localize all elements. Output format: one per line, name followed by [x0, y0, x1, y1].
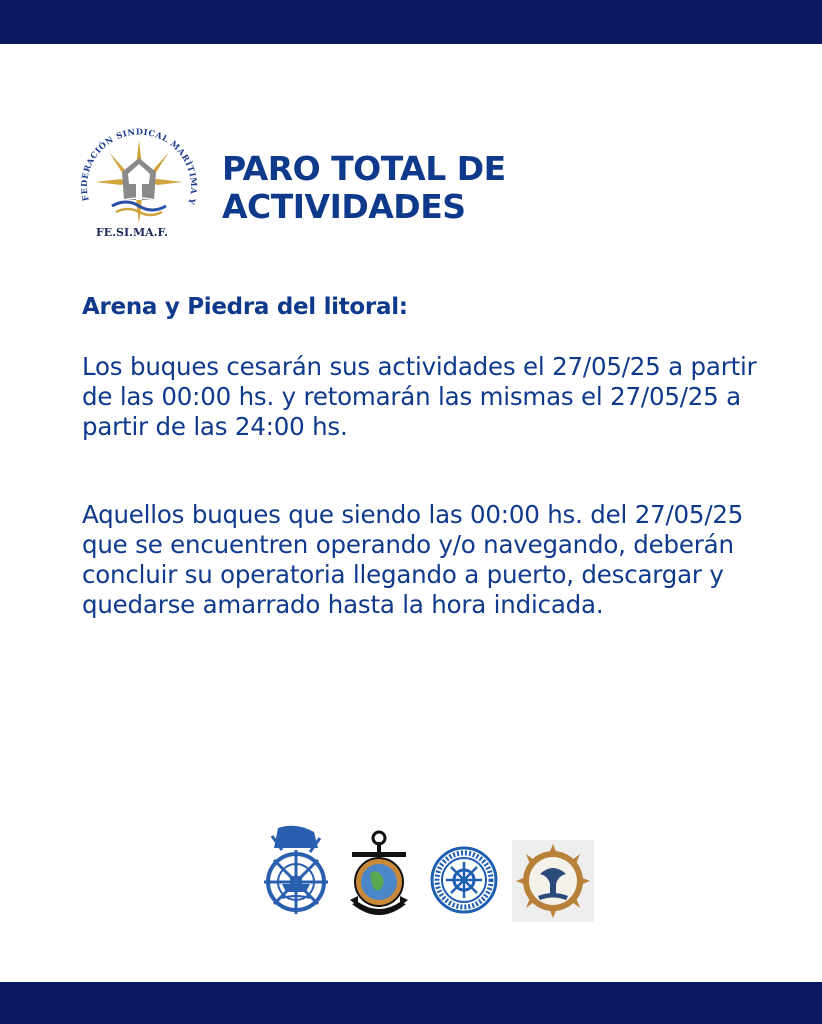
- page-title: [222, 150, 582, 226]
- ship-wheel-emblem-icon: [258, 822, 334, 918]
- anchor-wheel-seal-icon: [430, 846, 498, 914]
- paragraph-schedule: Los buques cesarán sus actividades el 27/05/25 a partir de las 00:00 hs. y retomarán las mismas el 27/05/25 a partir de las 24:00 hs.: [82, 352, 757, 441]
- logo-caption: FE.SI.MA.F.: [96, 226, 169, 239]
- section-heading: Arena y Piedra del litoral:: [82, 294, 408, 320]
- title-line-2: ACTIVIDADES: [222, 187, 466, 226]
- partner-logos: [252, 820, 602, 924]
- top-band: [0, 0, 822, 44]
- sun-handshake-emblem-icon: [512, 840, 594, 922]
- paragraph-instructions: Aquellos buques que siendo las 00:00 hs. del 27/05/25 que se encuentren operando y/o navegando, deberán concluir su operatoria llegando a puerto, descargar y quedarse amarrado hasta la hora indicada.: [82, 500, 744, 619]
- svg-text:FEDERACIÓN SINDICAL MARÍTIMA Y: FEDERACIÓN SINDICAL MARÍTIMA Y: [78, 126, 200, 207]
- bottom-band: [0, 982, 822, 1024]
- anchor-globe-emblem-icon: [346, 830, 412, 920]
- title-line-1: PARO TOTAL DE: [222, 149, 506, 188]
